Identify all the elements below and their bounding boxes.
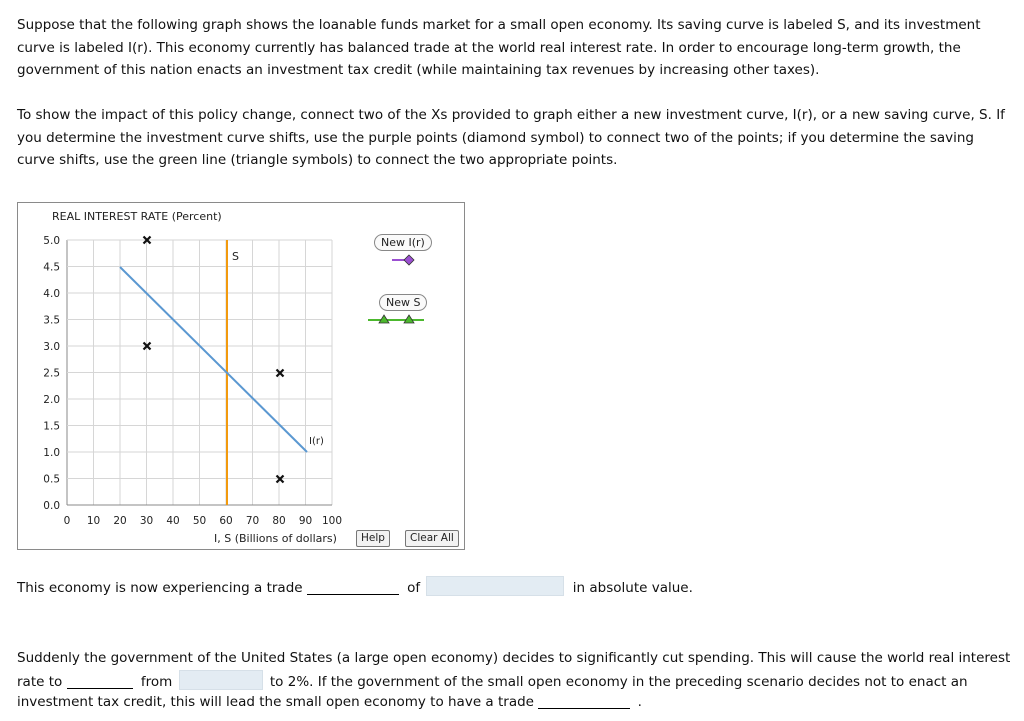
x-tick-label: 20 <box>113 515 127 527</box>
y-tick-label: 2.5 <box>43 367 60 380</box>
y-tick-label: 3.5 <box>43 314 60 327</box>
y-tick-label: 3.0 <box>43 341 60 353</box>
saving-curve-label: S <box>232 250 239 263</box>
q2-from-text: from <box>140 674 173 690</box>
new-saving-tool-icon[interactable] <box>368 315 424 323</box>
q1-text-before: This economy is now experiencing a trade <box>17 580 303 596</box>
q2-line2-after-text: to 2%. If the government of the small open economy in the preceding scenario decides not to enact an <box>269 674 968 690</box>
y-tick-label: 0.5 <box>43 473 60 486</box>
x-tick-label: 60 <box>219 515 233 527</box>
q2-rate-to-text: rate to <box>17 674 63 690</box>
q2-period: . <box>637 694 642 710</box>
y-axis-title: REAL INTEREST RATE (Percent) <box>52 210 222 223</box>
plot-grid <box>67 240 332 505</box>
x-tick-label: 40 <box>166 515 180 527</box>
x-tick-label: 70 <box>245 515 260 527</box>
help-button[interactable]: Help <box>356 530 390 547</box>
y-tick-labels <box>43 235 60 512</box>
trade-amount-input[interactable] <box>426 576 564 596</box>
question-2-line-3 <box>17 692 642 712</box>
question-1 <box>17 576 693 598</box>
x-tick-label: 50 <box>192 515 207 527</box>
y-tick-label: 2.0 <box>43 394 60 406</box>
graph-panel <box>17 202 465 550</box>
clear-all-button[interactable]: Clear All <box>405 530 459 547</box>
y-tick-label: 0.0 <box>43 500 60 512</box>
investment-curve-label: I(r) <box>309 436 324 447</box>
y-tick-label: 5.0 <box>43 235 60 247</box>
y-tick-label: 4.0 <box>43 288 60 300</box>
x-tick-label: 30 <box>139 515 154 527</box>
x-tick-label: 80 <box>272 515 286 527</box>
intro-paragraph: Suppose that the following graph shows the loanable funds market for a small open economy. Its saving curve is labeled S, and its investment curve is labeled I(r). This economy currently has balanced trade at the world real interest rate. In order to encourage long-term growth, the government of this nation enacts an investment tax credit (while maintaining tax revenues by increasing other taxes). <box>17 17 981 78</box>
y-tick-label: 1.5 <box>43 420 60 433</box>
x-tick-labels <box>64 515 342 527</box>
y-tick-label: 1.0 <box>43 447 60 459</box>
question-2-line-1: Suddenly the government of the United States (a large open economy) decides to significantly cut spending. This will cause the world real interest <box>17 650 1011 666</box>
instructions-paragraph: To show the impact of this policy change, connect two of the Xs provided to graph either a new investment curve, I(r), or a new saving curve, S. If you determine the investment curve shifts, use the purple points (diamond symbol) to connect two of the points; if you determine the saving curve shifts, use the green line (triangle symbols) to connect the two appropriate points. <box>17 107 1005 168</box>
q1-text-after: in absolute value. <box>572 580 693 596</box>
new-investment-button[interactable]: New I(r) <box>374 234 432 251</box>
question-2-line-2 <box>17 670 968 692</box>
x-tick-label: 0 <box>63 515 71 527</box>
rate-direction-dropdown[interactable] <box>67 672 133 689</box>
new-investment-tool-icon[interactable] <box>392 255 414 265</box>
y-tick-label: 4.5 <box>43 261 60 274</box>
x-tick-label: 10 <box>86 515 101 527</box>
x-tick-label: 100 <box>321 515 343 527</box>
x-tick-label: 90 <box>298 515 313 527</box>
initial-rate-input[interactable] <box>179 670 263 690</box>
loanable-funds-graph <box>18 203 464 549</box>
trade-outcome-dropdown[interactable] <box>538 692 630 709</box>
q2-line3-text: investment tax credit, this will lead the small open economy to have a trade <box>17 694 534 710</box>
x-axis-title: I, S (Billions of dollars) <box>214 532 337 545</box>
new-saving-button[interactable]: New S <box>379 294 427 311</box>
trade-type-dropdown[interactable] <box>307 578 399 595</box>
q1-text-middle: of <box>407 580 421 596</box>
